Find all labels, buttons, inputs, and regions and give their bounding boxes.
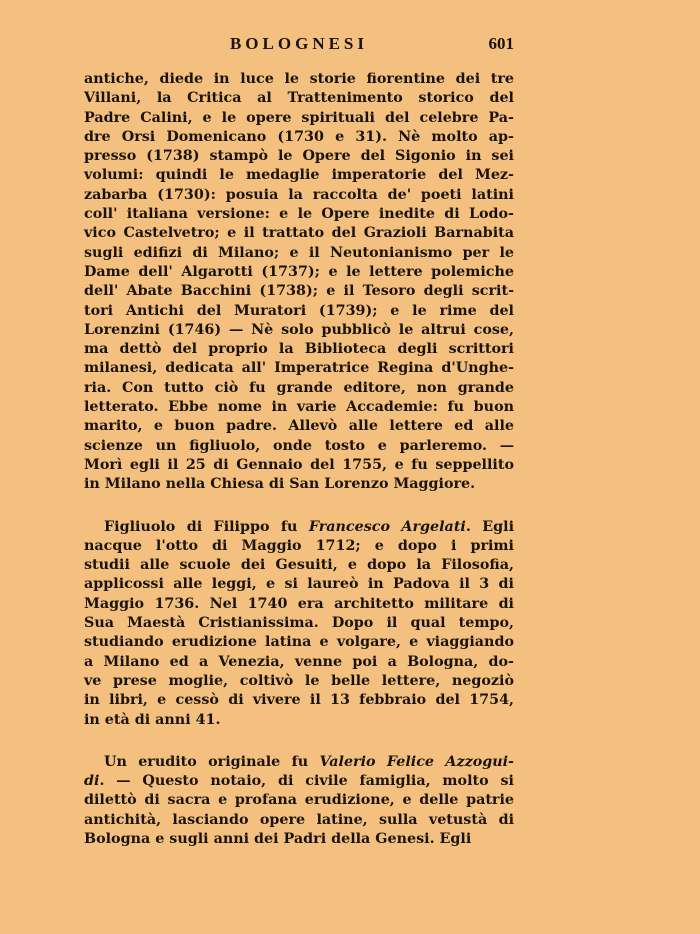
text-segment: applicossi alle leggi, e si laureò in Padova il 3 di	[84, 576, 514, 593]
text-line: Villani, la Critica al Trattenimento storico del	[84, 90, 514, 107]
text-segment: in libri, e cessò di vivere il 13 febbraio del 1754,	[84, 692, 514, 709]
text-line: zabarba (1730): posuia la raccolta de' poeti latini	[84, 186, 514, 203]
text-segment: Un erudito originale fu	[104, 753, 320, 770]
text-line: Lorenzini (1746) — Nè solo pubblicò le altrui cose,	[84, 321, 514, 338]
text-line	[84, 595, 514, 614]
text-line	[84, 614, 514, 633]
text-line	[84, 537, 514, 556]
text-line: milanesi, dedicata all' Imperatrice Regina d'Unghe-	[84, 360, 514, 377]
paragraph-valerio-azzoguidi	[84, 753, 514, 849]
text-line: letterato. Ebbe nome in varie Accademie: fu buon	[84, 399, 514, 416]
text-line: in Milano nella Chiesa di San Lorenzo Maggiore.	[84, 476, 476, 493]
text-line: dre Orsi Domenicano (1730 e 31). Nè molto ap-	[84, 128, 514, 145]
text-segment: Figliuolo di Filippo fu	[104, 518, 309, 535]
text-line	[84, 653, 514, 672]
text-segment: studiando erudizione latina e volgare, e viaggiando	[84, 634, 514, 651]
text-line: presso (1738) stampò le Opere del Sigonio in sei	[84, 148, 514, 165]
text-line	[84, 672, 514, 691]
text-line: dell' Abate Bacchini (1738); e il Tesoro degli scrit-	[84, 283, 514, 300]
text-segment: nacque l'otto di Maggio 1712; e dopo i primi	[84, 537, 514, 554]
italic-name: di	[84, 773, 100, 790]
text-line: Padre Calini, e le opere spirituali del celebre Pa-	[84, 109, 514, 126]
text-line: scienze un figliuolo, onde tosto e parleremo. —	[84, 437, 514, 454]
text-segment: . — Questo notaio, di civile famiglia, molto si	[99, 773, 514, 790]
text-line	[84, 772, 514, 791]
text-line: ma dettò del proprio la Biblioteca degli scrittori	[84, 341, 514, 358]
text-line: Morì egli il 25 di Gennaio del 1755, e fu seppellito	[84, 456, 514, 473]
page-header	[84, 34, 514, 62]
text-line: Dame dell' Algarotti (1737); e le lettere polemiche	[84, 263, 514, 280]
italic-name: Valerio Felice Azzogui-	[319, 753, 514, 770]
text-segment: antichità, lasciando opere latine, sulla vetustà di	[84, 811, 514, 828]
text-line	[84, 830, 514, 849]
text-line	[84, 575, 514, 594]
text-segment: Bologna e sugli anni dei Padri della Genesi. Egli	[84, 830, 472, 847]
text-segment: studii alle scuole dei Gesuiti, e dopo la Filosofia,	[84, 557, 514, 574]
text-line	[84, 691, 514, 710]
text-segment: ve prese moglie, coltivò le belle lettere, negoziò	[84, 672, 514, 689]
text-line	[84, 753, 514, 772]
running-title: BOLOGNESI	[229, 34, 369, 53]
text-segment: Sua Maestà Cristianissima. Dopo il qual tempo,	[84, 615, 514, 632]
paragraph-francesco-argelati	[84, 518, 514, 730]
text-line: coll' italiana versione: e le Opere inedite di Lodo-	[84, 206, 514, 223]
italic-name: Francesco Argelati	[308, 518, 466, 535]
text-line: sugli edifizi di Milano; e il Neutonianismo per le	[84, 244, 514, 261]
text-line	[84, 518, 514, 537]
text-segment: a Milano ed a Venezia, venne poi a Bologna, do-	[84, 653, 514, 670]
text-segment: dilettò di sacra e profana erudizione, e delle patrie	[84, 792, 514, 809]
text-line	[84, 791, 514, 810]
text-segment: Maggio 1736. Nel 1740 era architetto militare di	[84, 595, 514, 612]
text-segment: in età di anni 41.	[84, 711, 221, 728]
body-text	[84, 70, 514, 849]
text-line	[84, 633, 514, 652]
paragraph-filippo-argelati	[84, 70, 514, 495]
text-line: vico Castelvetro; e il trattato del Grazioli Barnabita	[84, 225, 514, 242]
text-line	[84, 811, 514, 830]
text-line: tori Antichi del Muratori (1739); e le rime del	[84, 302, 514, 319]
text-line: antiche, diede in luce le storie fiorentine dei tre	[84, 71, 514, 87]
text-line: ria. Con tutto ciò fu grande editore, non grande	[84, 379, 514, 396]
text-segment: . Egli	[465, 518, 514, 535]
text-line: marito, e buon padre. Allevò alle lettere ed alle	[84, 418, 514, 435]
text-line	[84, 711, 514, 730]
page-number: 601	[488, 34, 514, 53]
text-line	[84, 556, 514, 575]
text-line: volumi: quindi le medaglie imperatorie del Mez-	[84, 167, 514, 184]
